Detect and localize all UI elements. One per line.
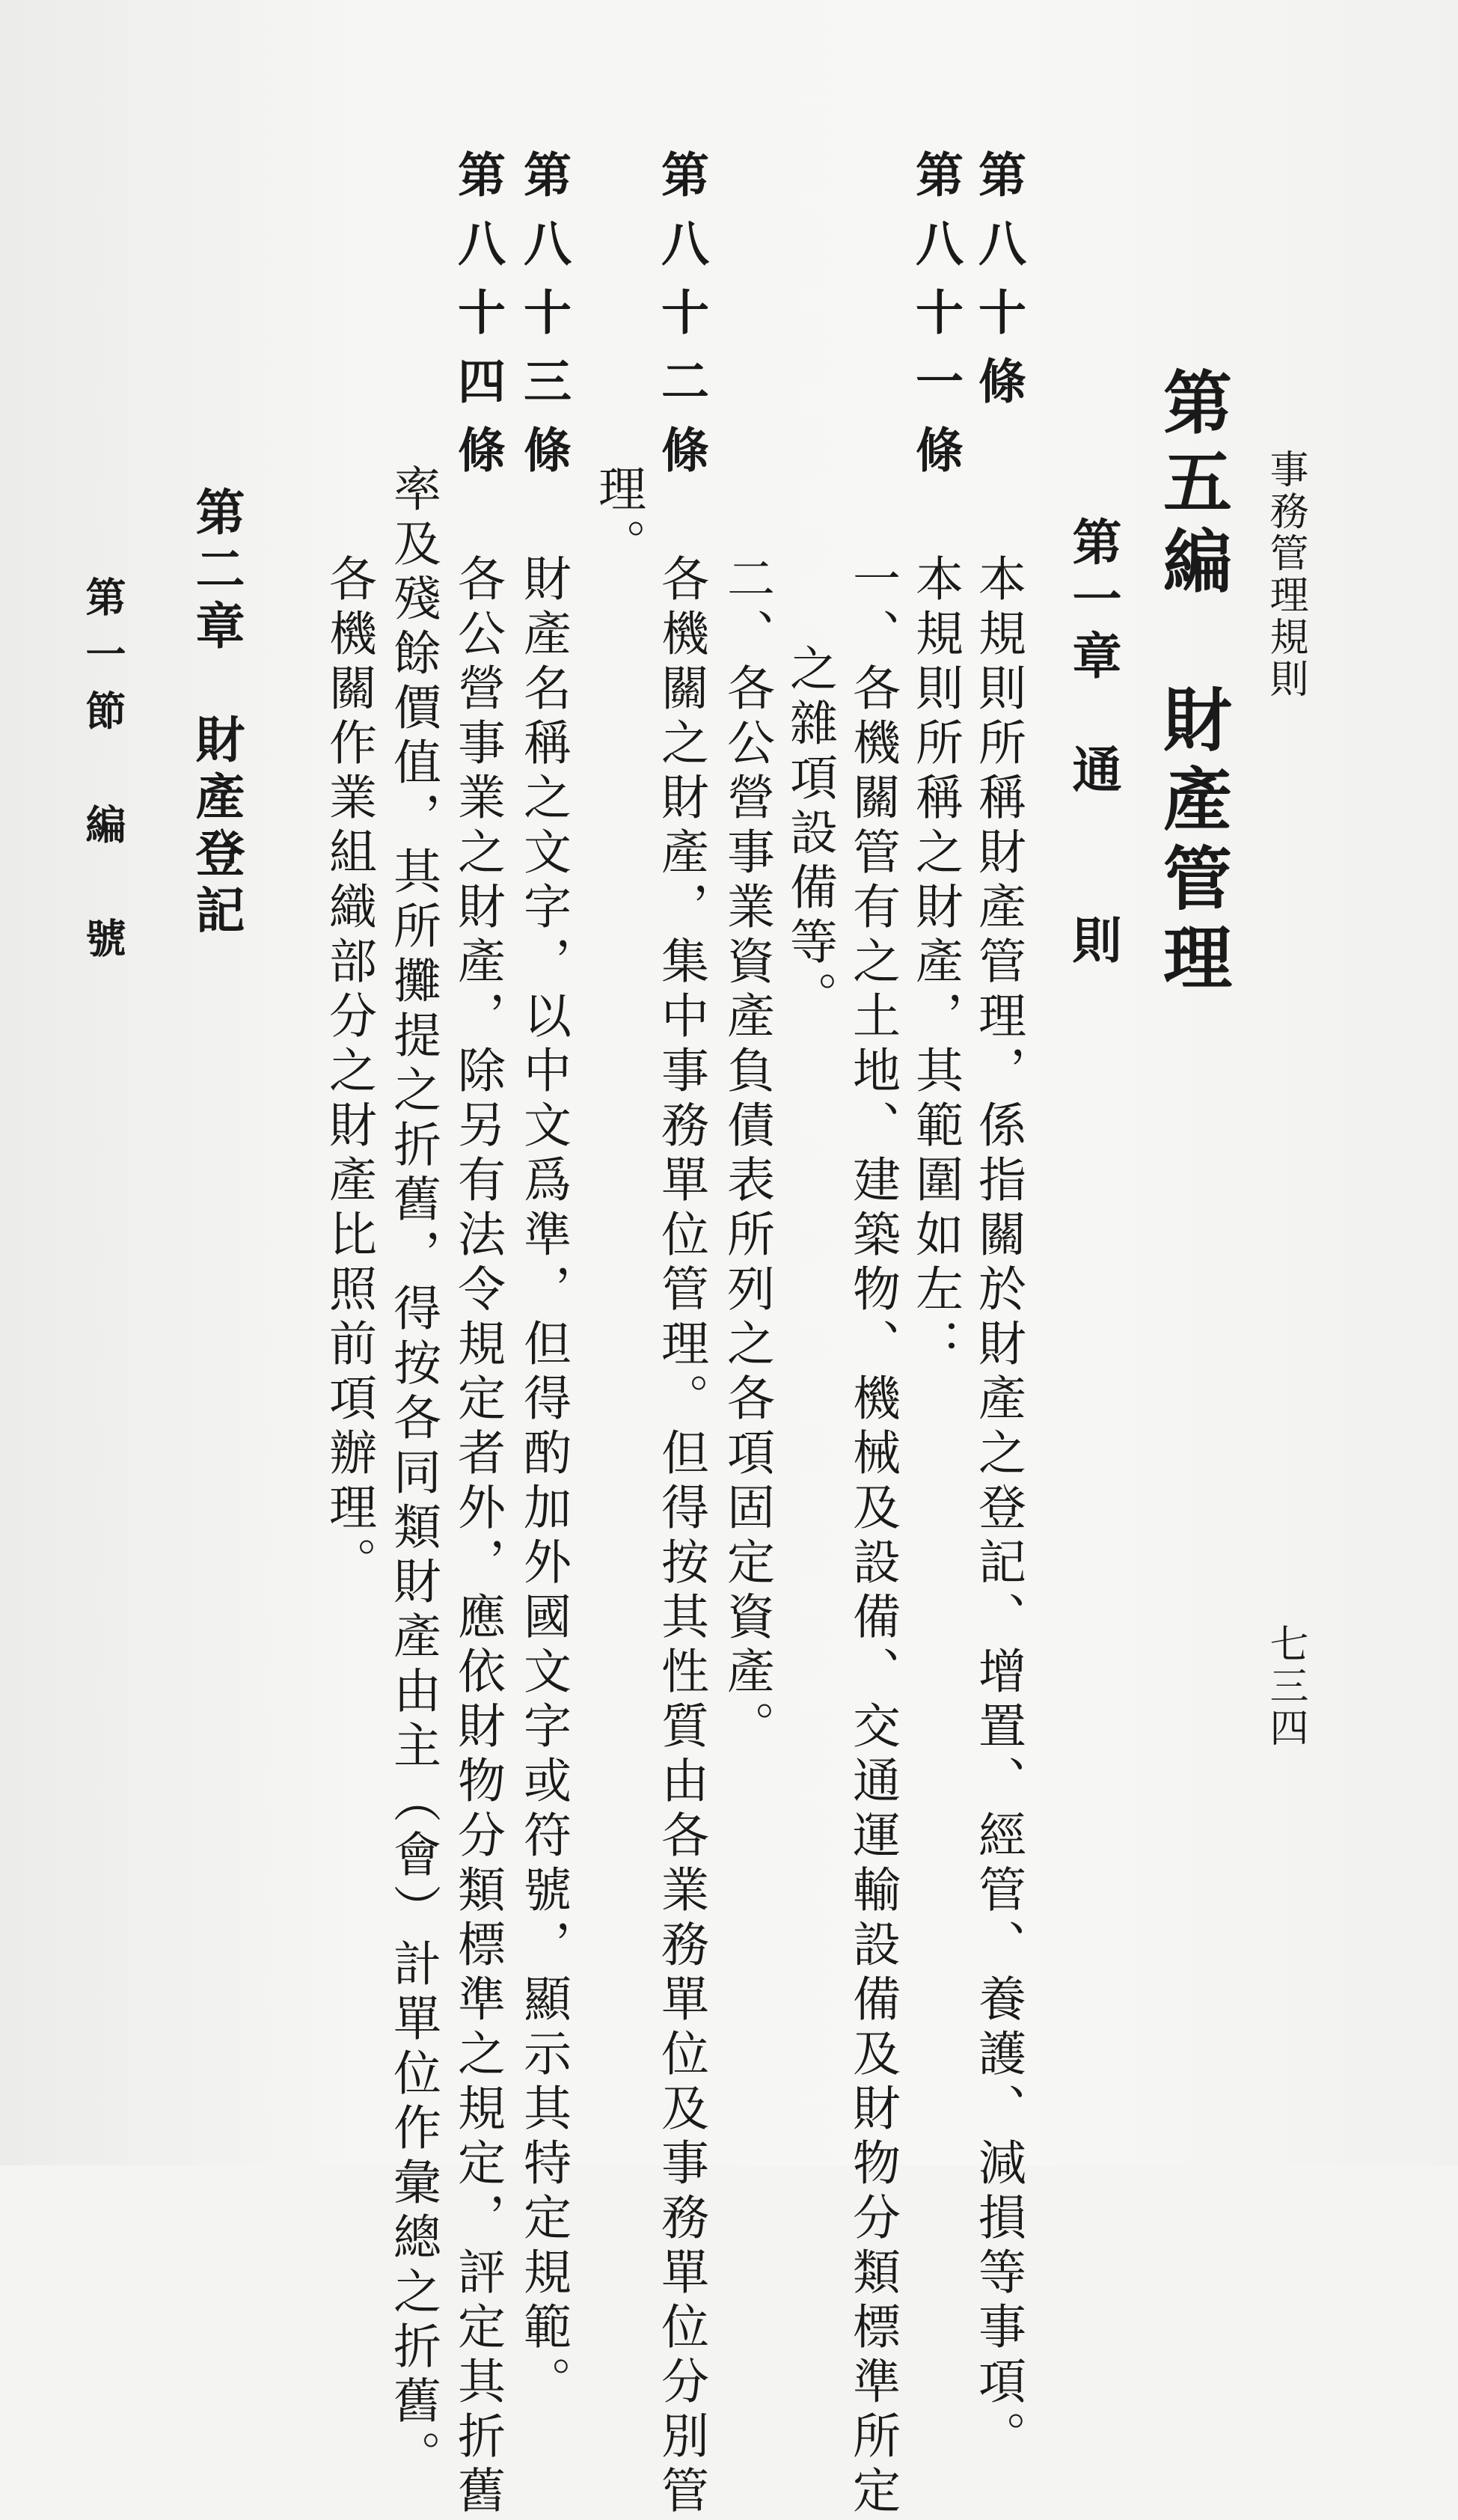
article-number: 第八十二條 — [653, 150, 708, 494]
show-through-left — [45, 195, 90, 1990]
book-title: 事務管理規則 — [1263, 449, 1308, 700]
article-text-line: 率及殘餘價值，其所攤提之折舊，得按各同類財產由主（會）計單位作彙總之折舊。 — [385, 464, 441, 2485]
article-text-line: 各機關之財產，集中事務單位管理。但得按其性質由各業務單位及事務單位分別管 — [653, 554, 708, 2520]
article-text-line: 各公營事業之財產，除另有法令規定者外，應依財物分類標準之規定，評定其折舊 — [450, 554, 505, 2520]
article-text-line: 本規則所稱財產管理，係指關於財產之登記、增置、經管、養護、減損等事項。 — [970, 554, 1026, 2465]
article-text-line: 各機關作業組織部分之財產比照前項辦理。 — [321, 554, 376, 1591]
chapter-title: 第一章 通 則 — [1064, 516, 1122, 971]
article-number: 第八十條 — [970, 150, 1026, 425]
article-number: 第八十三條 — [515, 150, 571, 494]
section-title: 第一節 編 號 — [79, 576, 126, 974]
chapter-title: 第二章 財產登記 — [187, 486, 245, 941]
article-text-line: 之雜項設備等。 — [782, 643, 837, 1026]
part-title: 第五編 財產管理 — [1152, 367, 1233, 1001]
article-number: 第八十一條 — [907, 150, 963, 494]
article-text-line: 理。 — [590, 464, 646, 573]
article-text-line: 二、各公營事業資產負債表所列之各項固定資產。 — [719, 554, 774, 1755]
article-text-line: 財產名稱之文字，以中文爲準，但得酌加外國文字或符號，顯示其特定規範。 — [515, 554, 571, 2411]
article-text-line: 本規則所稱之財產，其範圍如左： — [907, 554, 963, 1373]
page-number: 七三四 — [1263, 1624, 1308, 1749]
article-text-line: 一、各機關管有之土地、建築物、機械及設備、交通運輸設備及財物分類標準所定 — [845, 554, 900, 2520]
article-number: 第八十四條 — [450, 150, 505, 494]
